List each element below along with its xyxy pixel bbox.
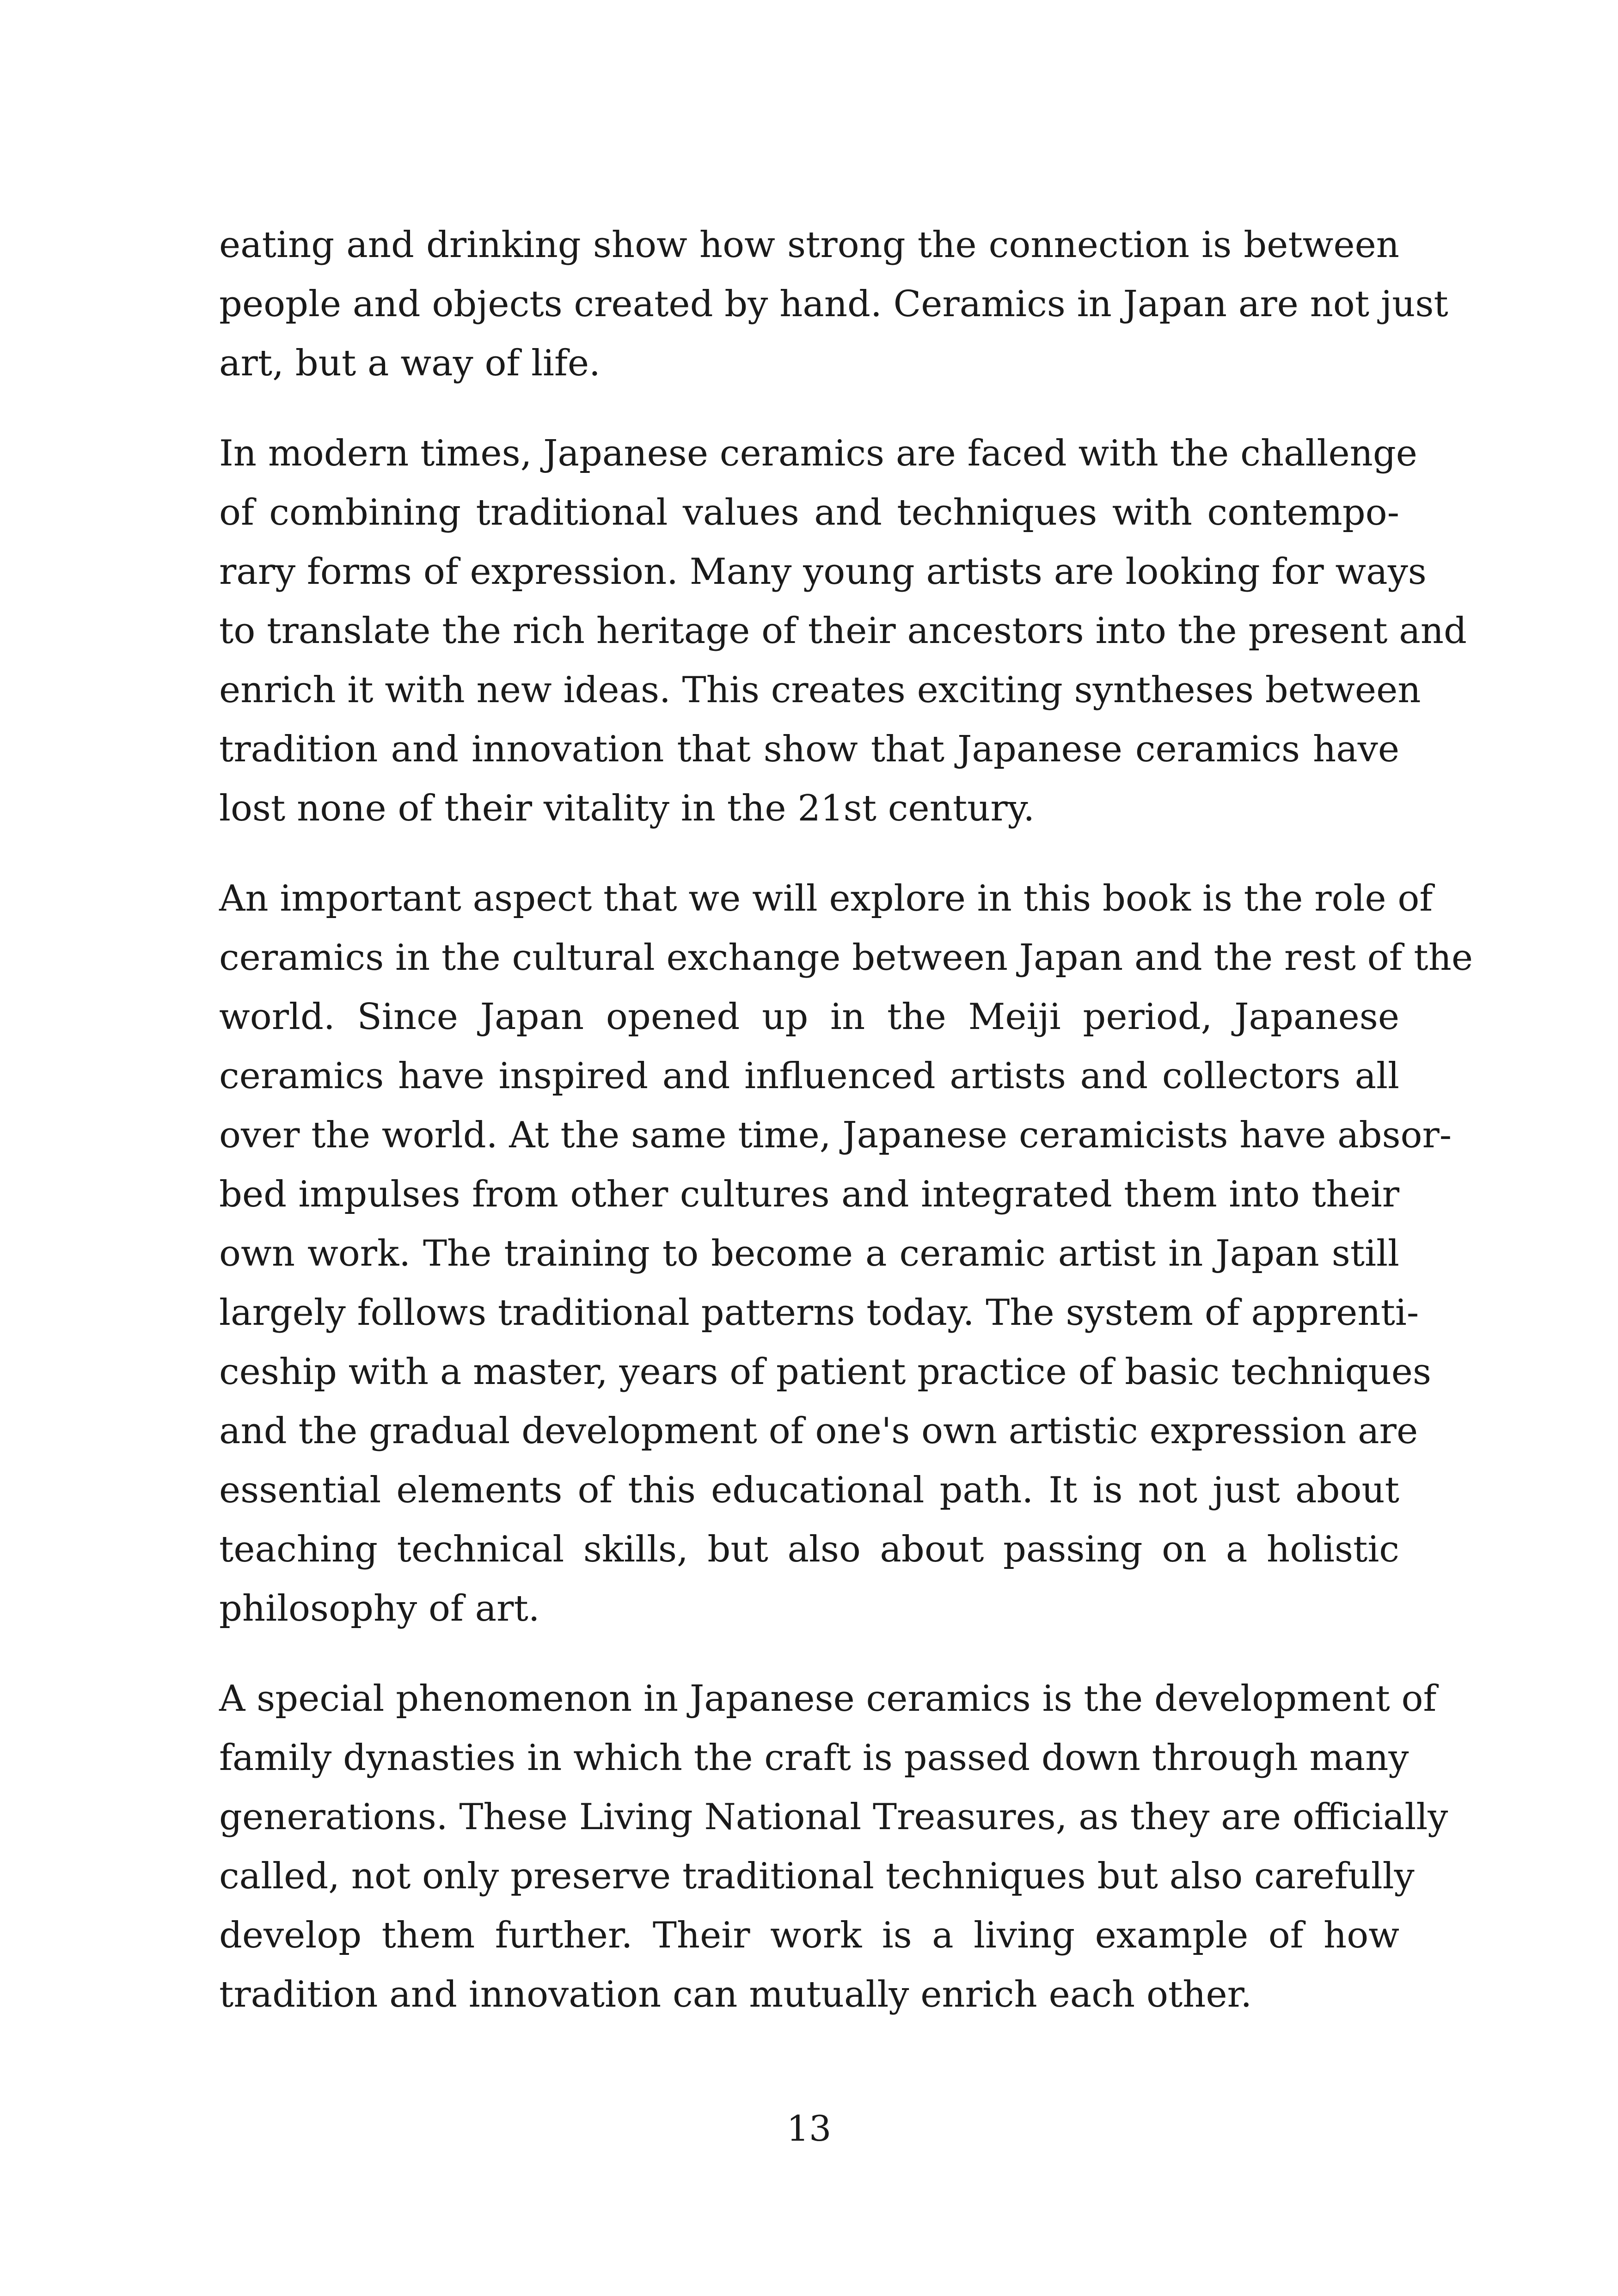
text-line: called, not only preserve traditional techniques but also carefully [219, 1855, 1415, 1897]
text-line: family dynasties in which the craft is passed down through many [219, 1737, 1409, 1779]
text-line: ceship with a master, years of patient practice of basic techniques [219, 1351, 1431, 1393]
paragraph-1 [219, 215, 1448, 393]
text-line: own work. The training to become a ceramic artist in Japan still [219, 1233, 1399, 1274]
text-line: generations. These Living National Treasures, as they are officially [219, 1796, 1448, 1838]
text-line: ceramics in the cultural exchange between Japan and the rest of the [219, 937, 1473, 979]
text-line: rary forms of expression. Many young artists are looking for ways [219, 551, 1427, 593]
text-line: teaching technical skills, but also about passing on a holistic [219, 1529, 1399, 1570]
text-line: lost none of their vitality in the 21st century. [219, 788, 1035, 829]
text-line: largely follows traditional patterns today. The system of apprenti- [219, 1292, 1419, 1334]
text-line: ceramics have inspired and influenced artists and collectors all [219, 1055, 1399, 1097]
page-number: 13 [786, 2108, 832, 2149]
text-line: essential elements of this educational path. It is not just about [219, 1469, 1399, 1511]
text-line: A special phenomenon in Japanese ceramics is the development of [219, 1678, 1437, 1720]
text-line: eating and drinking show how strong the connection is between [219, 224, 1399, 266]
text-line: philosophy of art. [219, 1588, 540, 1629]
paragraph-4 [219, 1669, 1448, 2024]
text-line: bed impulses from other cultures and integrated them into their [219, 1174, 1399, 1215]
text-line: tradition and innovation that show that Japanese ceramics have [219, 729, 1399, 770]
text-line: of combining traditional values and techniques with contempo- [219, 492, 1399, 533]
paragraph-3 [219, 869, 1473, 1638]
text-line: develop them further. Their work is a living example of how [219, 1915, 1399, 1956]
paragraph-2 [219, 424, 1467, 838]
text-line: and the gradual development of one's own artistic expression are [219, 1410, 1418, 1452]
text-line: people and objects created by hand. Ceramics in Japan are not just [219, 283, 1448, 325]
text-line: world. Since Japan opened up in the Meiji period, Japanese [219, 996, 1399, 1038]
text-line: art, but a way of life. [219, 343, 601, 384]
text-line: tradition and innovation can mutually enrich each other. [219, 1974, 1252, 2015]
text-line: An important aspect that we will explore in this book is the role of [219, 878, 1433, 919]
text-line: In modern times, Japanese ceramics are faced with the challenge [219, 433, 1417, 474]
body-text [219, 215, 1473, 2055]
text-line: enrich it with new ideas. This creates exciting syntheses between [219, 669, 1421, 711]
text-line: to translate the rich heritage of their ancestors into the present and [219, 610, 1467, 652]
text-line: over the world. At the same time, Japanese ceramicists have absor- [219, 1114, 1452, 1156]
